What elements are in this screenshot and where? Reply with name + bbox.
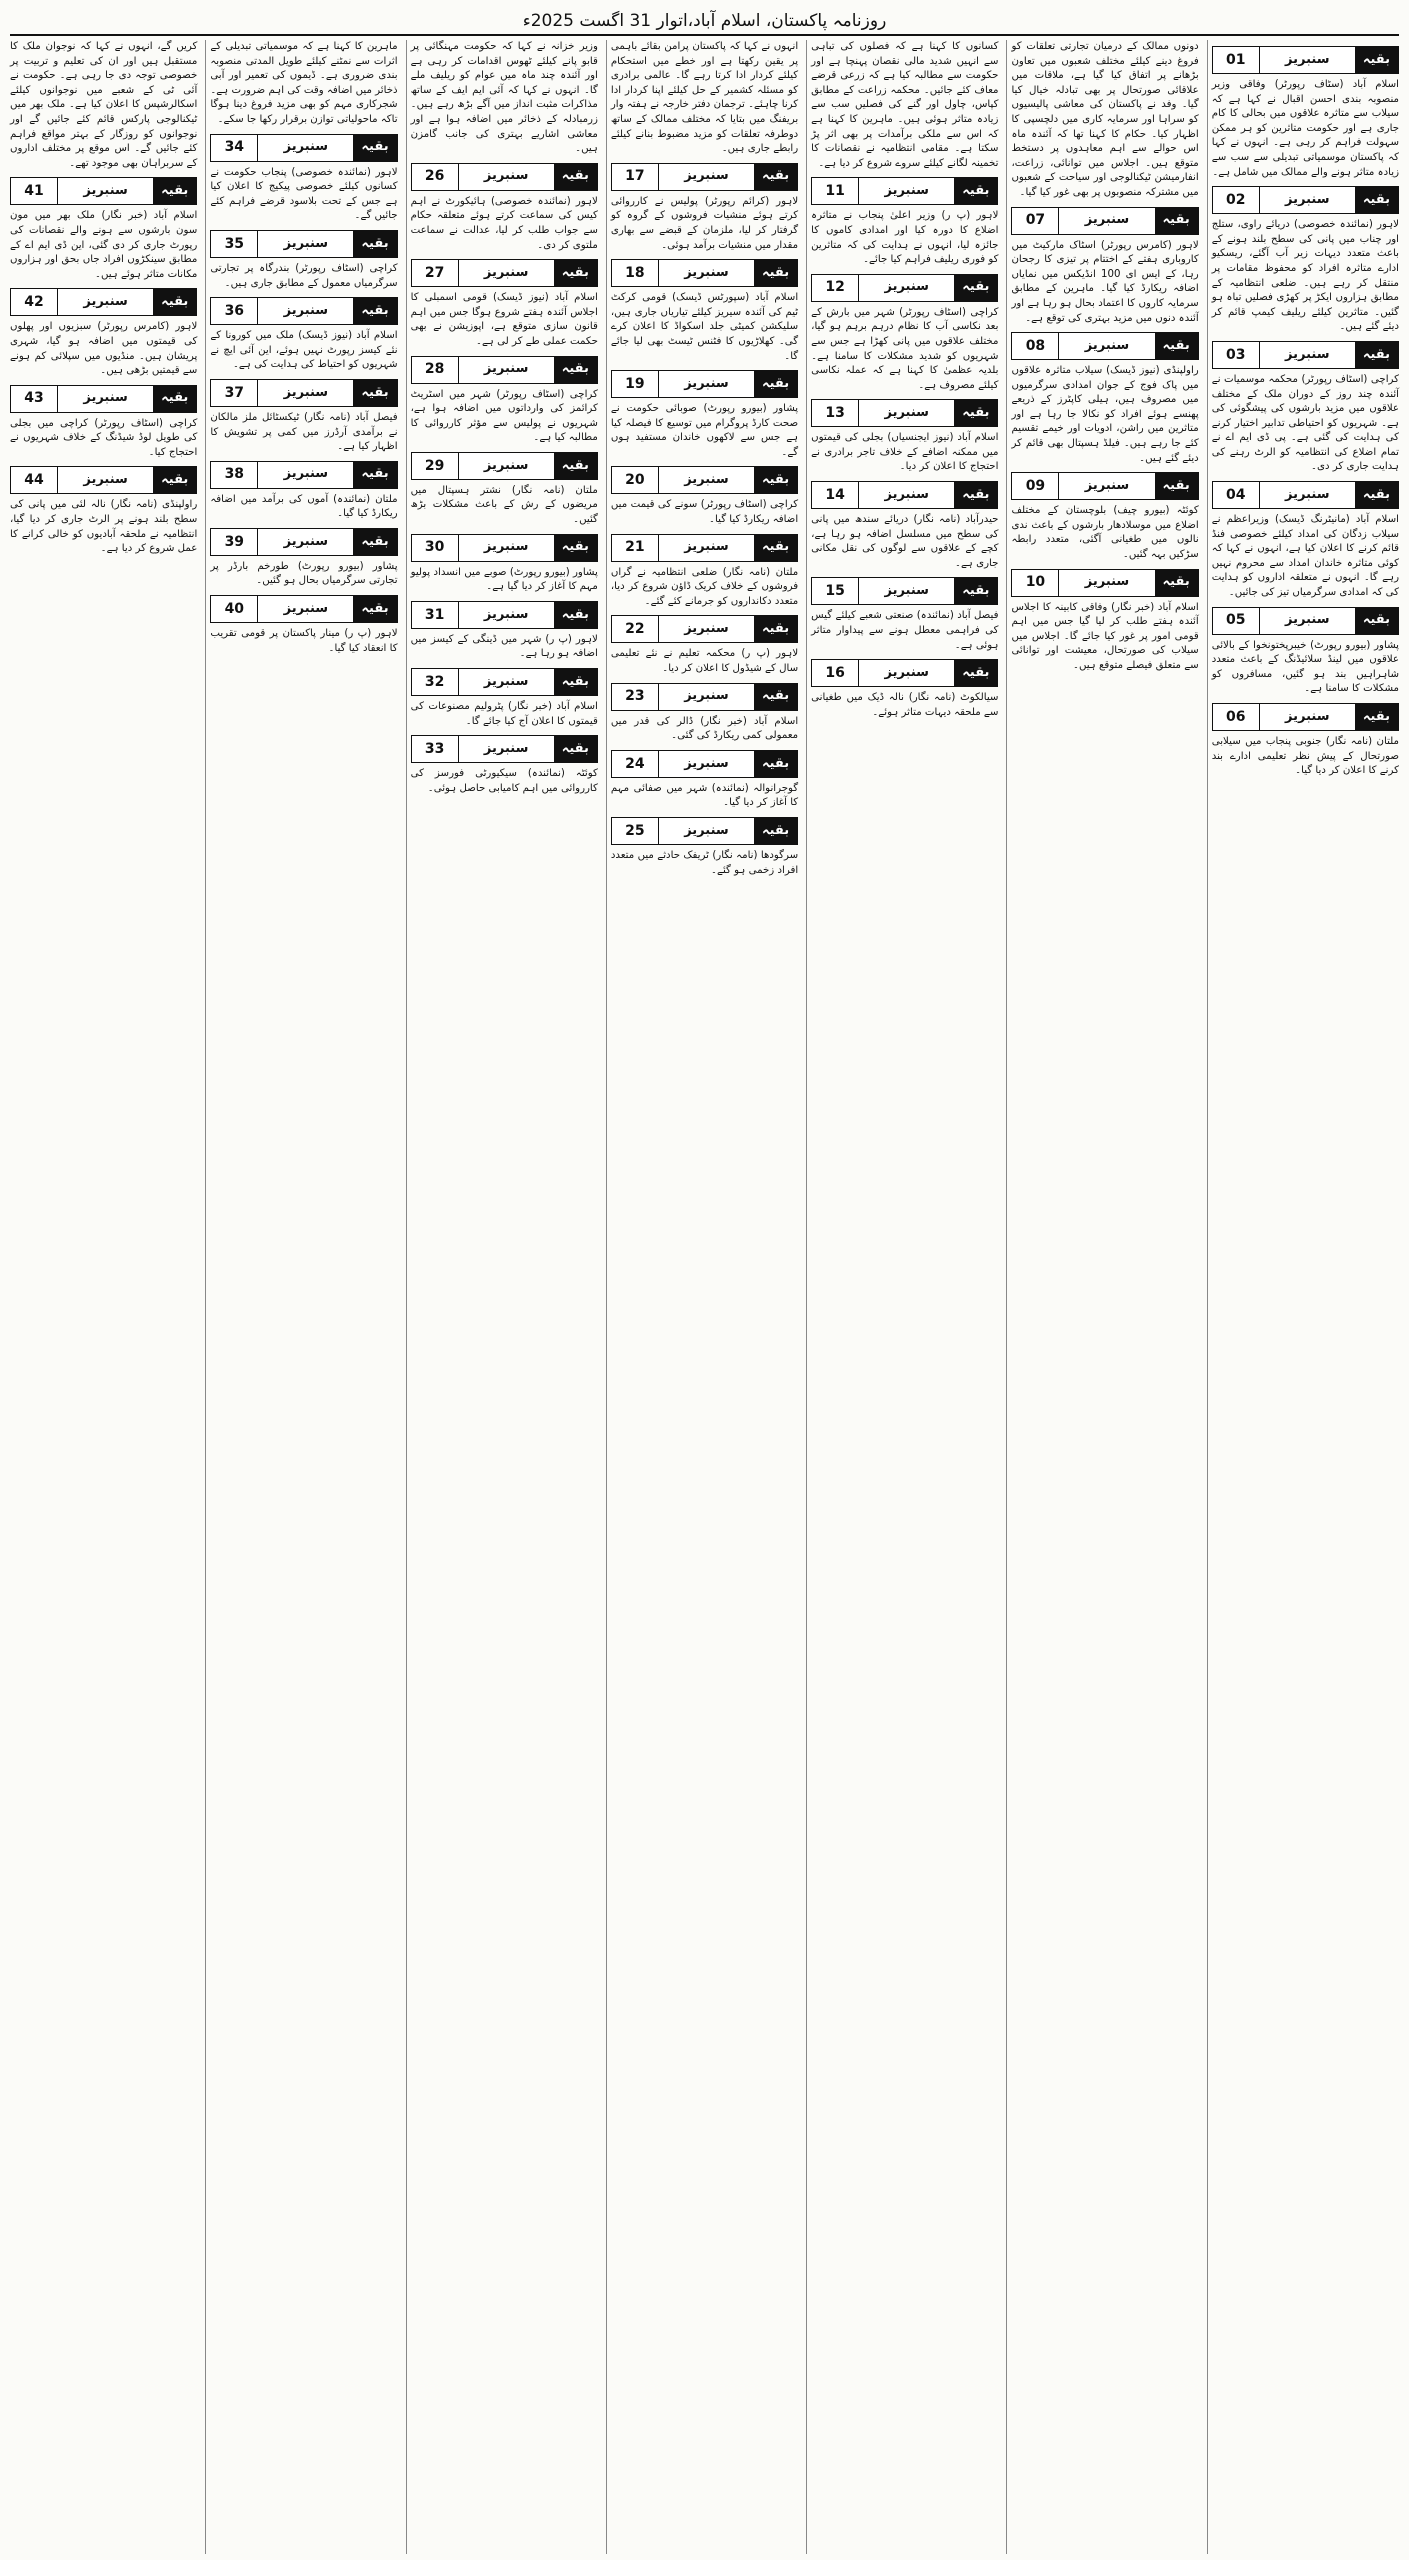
sanbrews-label: سنبریز: [58, 467, 153, 493]
continuation-box: [811, 659, 998, 687]
baqiya-label: بقیہ: [554, 535, 597, 561]
continuation-number: 20: [612, 467, 659, 493]
article-text: پشاور (بیورو رپورٹ) صوبے میں انسداد پولیو مہم کا آغاز کر دیا گیا ہے۔: [410, 566, 598, 593]
column-6: [205, 40, 401, 2554]
article-text: اسلام آباد (نیوز ڈیسک) قومی اسمبلی کا اجلاس آئندہ ہفتے شروع ہوگا جس میں اہم قانون سازی متوقع ہے، اپوزیشن نے بھی حکمت عملی طے کر لی ہے۔: [410, 292, 598, 347]
continuation-number: 23: [612, 684, 659, 710]
continuation-box: [411, 534, 598, 562]
article-text: ماہرین کا کہنا ہے کہ موسمیاتی تبدیلی کے اثرات سے نمٹنے کیلئے طویل المدتی منصوبہ بندی ضروری ہے۔ ڈیموں کی تعمیر اور آبی ذخائر میں اضافہ وقت کی اہم ضرورت ہے۔ شجرکاری مہم کو بھی مزید فروغ دینا ہوگا تاکہ ماحولیاتی توازن برقرار رکھا جا سکے۔: [210, 41, 398, 125]
continuation-number: 34: [211, 135, 258, 161]
baqiya-label: بقیہ: [1355, 47, 1398, 73]
continuation-number: 10: [1012, 570, 1059, 596]
baqiya-label: بقیہ: [353, 135, 396, 161]
article-text: کراچی (اسٹاف رپورٹر) محکمہ موسمیات نے آئندہ چند روز کے دوران ملک کے مختلف علاقوں میں مزید بارشوں کی پیشگوئی کی ہے۔ شہریوں کو احتیاطی تدابیر اختیار کرنے کی ہدایت کی گئی ہے۔ پی ڈی ایم اے نے تمام اضلاع کی انتظامیہ کو الرٹ رہنے کی ہدایت جاری کر دی۔: [1211, 373, 1399, 473]
continuation-box: [611, 163, 798, 191]
article-text: سرگودھا (نامہ نگار) ٹریفک حادثے میں متعدد افراد زخمی ہو گئے۔: [610, 850, 799, 876]
continuation-number: 22: [612, 616, 659, 642]
continuation-number: 21: [612, 535, 659, 561]
sanbrews-label: سنبریز: [459, 736, 554, 762]
article-text: فیصل آباد (نمائندہ) صنعتی شعبے کیلئے گیس کی فراہمی معطل ہونے سے پیداوار متاثر ہوئی ہے۔: [811, 610, 999, 651]
article-text: کسانوں کا کہنا ہے کہ فصلوں کی تباہی سے انہیں شدید مالی نقصان پہنچا ہے اور حکومت سے مطالبہ کیا ہے کہ زرعی قرضے معاف کئے جائیں۔ محکمہ زراعت کے مطابق کپاس، چاول اور گنے کی فصلیں سب سے زیادہ متاثر ہوئی ہیں۔ ماہرین کا کہنا ہے کہ اس سے ملکی برآمدات پر بھی اثر پڑ سکتا ہے۔ مقامی انتظامیہ نے نقصانات کا تخمینہ لگانے کیلئے سروے شروع کر دیا ہے۔: [811, 41, 999, 169]
sanbrews-label: سنبریز: [659, 467, 754, 493]
continuation-box: [611, 615, 798, 643]
sanbrews-label: سنبریز: [859, 660, 954, 686]
article-text: لاہور (کامرس رپورٹر) اسٹاک مارکیٹ میں کاروباری ہفتے کے اختتام پر تیزی کا رجحان رہا، کے ایس ای 100 انڈیکس میں نمایاں اضافہ ریکارڈ کیا گیا۔ ماہرین کے مطابق سرمایہ کاروں کا اعتماد بحال ہو رہا ہے اور آئندہ دنوں میں مزید بہتری کی توقع ہے۔: [1011, 239, 1199, 324]
continuation-number: 40: [211, 596, 258, 622]
article-text: انہوں نے کہا کہ پاکستان پرامن بقائے باہمی پر یقین رکھتا ہے اور خطے میں استحکام کیلئے کردار ادا کرتا رہے گا۔ عالمی برادری کو مسئلہ کشمیر کے حل کیلئے اپنا کردار ادا کرنا چاہئے۔ ترجمان دفتر خارجہ نے ہفتہ وار بریفنگ میں بتایا کہ مختلف ممالک کے ساتھ دوطرفہ تعلقات کو مزید مضبوط بنانے کیلئے رابطے جاری ہیں۔: [610, 41, 799, 155]
article-text: کوئٹہ (نمائندہ) سیکیورٹی فورسز کی کارروائی میں اہم کامیابی حاصل ہوئی۔: [410, 768, 598, 794]
continuation-number: 09: [1012, 473, 1059, 499]
sanbrews-label: سنبریز: [459, 669, 554, 695]
continuation-number: 26: [412, 164, 459, 190]
baqiya-label: بقیہ: [754, 467, 797, 493]
continuation-box: [811, 274, 998, 302]
continuation-number: 12: [812, 275, 859, 301]
continuation-number: 24: [612, 751, 659, 777]
baqiya-label: بقیہ: [1355, 608, 1398, 634]
continuation-box: [411, 163, 598, 191]
continuation-number: 18: [612, 260, 659, 286]
continuation-number: 42: [11, 289, 58, 315]
sanbrews-label: سنبریز: [459, 535, 554, 561]
baqiya-label: بقیہ: [353, 231, 396, 257]
article-text: لاہور (نمائندہ خصوصی) پنجاب حکومت نے کسانوں کیلئے خصوصی پیکیج کا اعلان کیا ہے جس کے تحت بلاسود قرضے فراہم کئے جائیں گے۔: [210, 166, 398, 222]
baqiya-label: بقیہ: [1355, 482, 1398, 508]
columns-container: [6, 40, 1403, 2554]
baqiya-label: بقیہ: [1155, 333, 1198, 359]
baqiya-label: بقیہ: [554, 602, 597, 628]
continuation-number: 13: [812, 400, 859, 426]
continuation-box: [811, 481, 998, 509]
baqiya-label: بقیہ: [1355, 342, 1398, 368]
sanbrews-label: سنبریز: [659, 371, 754, 397]
sanbrews-label: سنبریز: [1260, 704, 1355, 730]
baqiya-label: بقیہ: [954, 400, 997, 426]
baqiya-label: بقیہ: [554, 736, 597, 762]
continuation-box: [1011, 207, 1198, 235]
baqiya-label: بقیہ: [153, 467, 196, 493]
sanbrews-label: سنبریز: [258, 231, 353, 257]
sanbrews-label: سنبریز: [58, 386, 153, 412]
sanbrews-label: سنبریز: [1260, 608, 1355, 634]
baqiya-label: بقیہ: [1155, 208, 1198, 234]
continuation-box: [210, 595, 397, 623]
baqiya-label: بقیہ: [554, 260, 597, 286]
continuation-number: 19: [612, 371, 659, 397]
sanbrews-label: سنبریز: [859, 400, 954, 426]
baqiya-label: بقیہ: [153, 289, 196, 315]
page-header: [10, 6, 1399, 36]
article-text: کراچی (اسٹاف رپورٹر) شہر میں اسٹریٹ کرائمز کی وارداتوں میں اضافہ ہوا ہے، شہریوں نے پولیس سے مؤثر کارروائی کا مطالبہ کیا ہے۔: [410, 388, 598, 444]
article-text: کراچی (اسٹاف رپورٹر) سونے کی قیمت میں اضافہ ریکارڈ کیا گیا۔: [610, 499, 799, 526]
column-1: [1207, 40, 1403, 2554]
continuation-box: [411, 452, 598, 480]
baqiya-label: بقیہ: [1355, 704, 1398, 730]
sanbrews-label: سنبریز: [659, 751, 754, 777]
sanbrews-label: سنبریز: [1260, 482, 1355, 508]
continuation-box: [1212, 607, 1399, 635]
baqiya-label: بقیہ: [754, 164, 797, 190]
sanbrews-label: سنبریز: [1260, 342, 1355, 368]
continuation-box: [611, 534, 798, 562]
baqiya-label: بقیہ: [1155, 473, 1198, 499]
sanbrews-label: سنبریز: [659, 164, 754, 190]
continuation-number: 06: [1213, 704, 1260, 730]
column-2: [1006, 40, 1202, 2554]
continuation-box: [10, 177, 197, 205]
article-text: لاہور (پ ر) محکمہ تعلیم نے نئے تعلیمی سال کے شیڈول کا اعلان کر دیا۔: [610, 648, 799, 675]
article-text: لاہور (پ ر) وزیر اعلیٰ پنجاب نے متاثرہ اضلاع کا دورہ کیا اور امدادی کاموں کا جائزہ لیا، انہوں نے ہدایت کی کہ متاثرین کو فوری ریلیف فراہم کیا جائے۔: [811, 210, 999, 266]
continuation-box: [811, 577, 998, 605]
baqiya-label: بقیہ: [754, 818, 797, 844]
baqiya-label: بقیہ: [153, 386, 196, 412]
sanbrews-label: سنبریز: [859, 178, 954, 204]
continuation-number: 37: [211, 380, 258, 406]
article-text: کریں گے، انہوں نے کہا کہ نوجوان ملک کا مستقبل ہیں اور ان کی تعلیم و تربیت پر خصوصی توجہ دی جا رہی ہے۔ حکومت نے آئی ٹی کے شعبے میں نوجوانوں کیلئے اسکالرشپس کا اعلان کیا ہے۔ ملک بھر میں ٹیکنالوجی پارکس قائم کئے جائیں گے اور نوجوانوں کو روزگار کے بہتر مواقع فراہم کئے جائیں گے۔ اس موقع پر مختلف اداروں کے سربراہان بھی موجود تھے۔: [10, 41, 198, 169]
article-text: اسلام آباد (خبر نگار) ملک بھر میں مون سون بارشوں سے ہونے والے نقصانات کی رپورٹ جاری کر دی گئی، این ڈی ایم اے کے مطابق سینکڑوں افراد جاں بحق اور ہزاروں مکانات متاثر ہوئے ہیں۔: [10, 210, 198, 280]
continuation-box: [210, 134, 397, 162]
continuation-box: [1212, 341, 1399, 369]
sanbrews-label: سنبریز: [1059, 333, 1154, 359]
sanbrews-label: سنبریز: [459, 602, 554, 628]
continuation-box: [611, 683, 798, 711]
column-3: [806, 40, 1002, 2554]
continuation-number: 31: [412, 602, 459, 628]
continuation-number: 28: [412, 357, 459, 383]
continuation-box: [411, 259, 598, 287]
continuation-number: 33: [412, 736, 459, 762]
article-text: وزیر خزانہ نے کہا کہ حکومت مہنگائی پر قابو پانے کیلئے ٹھوس اقدامات کر رہی ہے اور آئندہ چند ماہ میں عوام کو ریلیف ملے گا۔ انہوں نے کہا کہ آئی ایم ایف کے ساتھ مذاکرات مثبت انداز میں آگے بڑھ رہے ہیں۔ زرمبادلہ کے ذخائر میں اضافہ ہوا ہے اور معاشی اشاریے بہتری کی جانب گامزن ہیں۔: [410, 41, 598, 155]
article-text: لاہور (نمائندہ خصوصی) دریائے راوی، ستلج اور چناب میں پانی کی سطح بلند ہونے کے باعث متعدد دیہات زیر آب آگئے، ریسکیو ادارے متاثرہ افراد کو محفوظ مقامات پر منتقل کر رہے ہیں۔ ضلعی انتظامیہ کے مطابق ہزاروں ایکڑ پر کھڑی فصلیں تباہ ہو گئیں۔ متاثرین کیلئے ریلیف کیمپ قائم کر دیئے گئے ہیں۔: [1211, 219, 1399, 333]
article-text: ملتان (نامہ نگار) ضلعی انتظامیہ نے گراں فروشوں کے خلاف کریک ڈاؤن شروع کر دیا، متعدد دکانداروں کو جرمانے کئے گئے۔: [610, 566, 799, 607]
continuation-box: [1212, 186, 1399, 214]
continuation-box: [10, 288, 197, 316]
continuation-number: 04: [1213, 482, 1260, 508]
article-text: کوئٹہ (بیورو چیف) بلوچستان کے مختلف اضلاع میں موسلادھار بارشوں کے باعث ندی نالوں میں طغیانی آگئی، متعدد رابطہ سڑکیں بہہ گئیں۔: [1011, 505, 1199, 561]
sanbrews-label: سنبریز: [459, 164, 554, 190]
continuation-box: [1011, 472, 1198, 500]
sanbrews-label: سنبریز: [1059, 570, 1154, 596]
sanbrews-label: سنبریز: [659, 616, 754, 642]
baqiya-label: بقیہ: [1155, 570, 1198, 596]
continuation-number: 01: [1213, 47, 1260, 73]
article-text: اسلام آباد (نیوز ایجنسیاں) بجلی کی قیمتوں میں ممکنہ اضافے کے خلاف تاجر برادری نے احتجاج کا اعلان کر دیا۔: [811, 432, 999, 473]
sanbrews-label: سنبریز: [859, 275, 954, 301]
sanbrews-label: سنبریز: [859, 578, 954, 604]
article-text: اسلام آباد (خبر نگار) پٹرولیم مصنوعات کی قیمتوں کا اعلان آج کیا جائے گا۔: [410, 701, 598, 727]
sanbrews-label: سنبریز: [58, 178, 153, 204]
sanbrews-label: سنبریز: [1059, 473, 1154, 499]
continuation-number: 17: [612, 164, 659, 190]
sanbrews-label: سنبریز: [659, 535, 754, 561]
article-text: اسلام آباد (خبر نگار) ڈالر کی قدر میں معمولی کمی ریکارڈ کی گئی۔: [610, 715, 799, 742]
sanbrews-label: سنبریز: [459, 260, 554, 286]
sanbrews-label: سنبریز: [659, 260, 754, 286]
continuation-box: [210, 297, 397, 325]
article-text: اسلام آباد (مانیٹرنگ ڈیسک) وزیراعظم نے سیلاب زدگان کی امداد کیلئے خصوصی فنڈ قائم کرنے کا اعلان کیا ہے، انہوں نے کہا کہ کوئی متاثرہ خاندان امداد سے محروم نہیں رہے گا۔ انہوں نے متعلقہ اداروں کو ہدایت کی کہ امدادی سرگرمیاں تیز کی جائیں۔: [1211, 514, 1399, 599]
article-text: ملتان (نامہ نگار) نشتر ہسپتال میں مریضوں کے رش کے باعث مشکلات بڑھ گئیں۔: [410, 484, 598, 526]
article-text: لاہور (پ ر) مینار پاکستان پر قومی تقریب کا انعقاد کیا گیا۔: [210, 628, 398, 654]
continuation-box: [210, 230, 397, 258]
continuation-box: [611, 370, 798, 398]
article-text: دونوں ممالک کے درمیان تجارتی تعلقات کو فروغ دینے کیلئے مختلف شعبوں میں تعاون بڑھانے پر اتفاق کیا گیا ہے، ملاقات میں علاقائی صورتحال پر بھی تبادلہ خیال کیا گیا۔ وفد نے پاکستان کی معاشی پالیسیوں کو سراہا اور سرمایہ کاری میں دلچسپی کا اظہار کیا۔ حکام کا کہنا تھا کہ آئندہ ماہ اس حوالے سے اہم معاہدوں پر دستخط متوقع ہیں۔ اجلاس میں توانائی، زراعت، انفارمیشن ٹیکنالوجی اور سیاحت کے شعبوں میں مشترکہ منصوبوں پر بھی غور کیا گیا۔: [1011, 41, 1199, 198]
sanbrews-label: سنبریز: [1260, 187, 1355, 213]
sanbrews-label: سنبریز: [659, 684, 754, 710]
continuation-box: [10, 385, 197, 413]
continuation-number: 03: [1213, 342, 1260, 368]
article-text: اسلام آباد (نیوز ڈیسک) ملک میں کورونا کے نئے کیسز رپورٹ نہیں ہوئے، این آئی ایچ نے شہریوں کو احتیاط کی ہدایت کی ہے۔: [210, 330, 398, 371]
article-text: پشاور (بیورو رپورٹ) طورخم بارڈر پر تجارتی سرگرمیاں بحال ہو گئیں۔: [210, 560, 398, 587]
article-text: لاہور (نمائندہ خصوصی) ہائیکورٹ نے اہم کیس کی سماعت کرتے ہوئے متعلقہ حکام سے جواب طلب کر لیا، عدالت نے سماعت ملتوی کر دی۔: [410, 195, 598, 251]
article-text: لاہور (کامرس رپورٹر) سبزیوں اور پھلوں کی قیمتوں میں اضافہ ہو گیا، شہری پریشان ہیں۔ منڈیوں میں سپلائی کم ہونے سے قیمتیں بڑھی ہیں۔: [10, 321, 198, 377]
continuation-number: 11: [812, 178, 859, 204]
sanbrews-label: سنبریز: [58, 289, 153, 315]
article-text: پشاور (بیورو رپورٹ) صوبائی حکومت نے صحت کارڈ پروگرام میں توسیع کا فیصلہ کیا ہے جس سے لاکھوں خاندان مستفید ہوں گے۔: [610, 403, 799, 458]
continuation-box: [411, 735, 598, 763]
continuation-number: 35: [211, 231, 258, 257]
baqiya-label: بقیہ: [1355, 187, 1398, 213]
continuation-number: 02: [1213, 187, 1260, 213]
baqiya-label: بقیہ: [954, 578, 997, 604]
sanbrews-label: سنبریز: [258, 380, 353, 406]
article-text: گوجرانوالہ (نمائندہ) شہر میں صفائی مہم کا آغاز کر دیا گیا۔: [610, 782, 799, 809]
baqiya-label: بقیہ: [954, 178, 997, 204]
article-text: حیدرآباد (نامہ نگار) دریائے سندھ میں پانی کی سطح میں مسلسل اضافہ ہو رہا ہے، کچے کے علاقوں سے لوگوں کی نقل مکانی جاری ہے۔: [811, 514, 999, 569]
baqiya-label: بقیہ: [754, 751, 797, 777]
continuation-box: [411, 668, 598, 696]
continuation-box: [611, 817, 798, 845]
continuation-number: 16: [812, 660, 859, 686]
sanbrews-label: سنبریز: [1059, 208, 1154, 234]
continuation-number: 27: [412, 260, 459, 286]
continuation-box: [210, 379, 397, 407]
baqiya-label: بقیہ: [754, 684, 797, 710]
continuation-number: 32: [412, 669, 459, 695]
sanbrews-label: سنبریز: [459, 357, 554, 383]
article-text: کراچی (اسٹاف رپورٹر) شہر میں بارش کے بعد نکاسی آب کا نظام درہم برہم ہو گیا، مختلف علاقوں میں پانی کھڑا ہے جس سے شہریوں کو شدید مشکلات کا سامنا ہے۔ بلدیہ عظمیٰ کا کہنا ہے کہ عملہ نکاسی کیلئے مصروف ہے۔: [811, 306, 999, 391]
continuation-box: [411, 356, 598, 384]
continuation-box: [1212, 481, 1399, 509]
column-5: [406, 40, 602, 2554]
article-text: لاہور (پ ر) شہر میں ڈینگی کے کیسز میں اضافہ ہو رہا ہے۔: [410, 633, 598, 660]
article-text: اسلام آباد (سٹاف رپورٹر) وفاقی وزیر منصوبہ بندی احسن اقبال نے کہا ہے کہ سیلاب سے متاثرہ علاقوں میں بحالی کا کام جاری ہے اور حکومت متاثرین کو ہر ممکن سہولت فراہم کر رہی ہے۔ انہوں نے کہا کہ پاکستان موسمیاتی تبدیلی سے سب سے زیادہ متاثر ہونے والے ممالک میں شامل ہے۔: [1211, 79, 1399, 178]
continuation-number: 14: [812, 482, 859, 508]
column-7: [6, 40, 201, 2554]
continuation-number: 29: [412, 453, 459, 479]
continuation-box: [210, 461, 397, 489]
continuation-box: [811, 177, 998, 205]
article-text: فیصل آباد (نامہ نگار) ٹیکسٹائل ملز مالکان نے برآمدی آرڈرز میں کمی پر تشویش کا اظہار کیا ہے۔: [210, 411, 398, 453]
article-text: کراچی (اسٹاف رپورٹر) بندرگاہ پر تجارتی سرگرمیاں معمول کے مطابق جاری ہیں۔: [210, 262, 398, 289]
continuation-number: 36: [211, 298, 258, 324]
continuation-box: [611, 466, 798, 494]
baqiya-label: بقیہ: [353, 529, 396, 555]
continuation-box: [811, 399, 998, 427]
baqiya-label: بقیہ: [554, 669, 597, 695]
sanbrews-label: سنبریز: [258, 298, 353, 324]
baqiya-label: بقیہ: [954, 275, 997, 301]
baqiya-label: بقیہ: [754, 371, 797, 397]
article-text: ملتان (نمائندہ) آموں کی برآمد میں اضافہ ریکارڈ کیا گیا۔: [210, 493, 398, 520]
masthead-title: روزنامہ پاکستان، اسلام آباد،اتوار 31 اگست 2025ء: [522, 10, 887, 31]
continuation-box: [10, 466, 197, 494]
baqiya-label: بقیہ: [554, 164, 597, 190]
baqiya-label: بقیہ: [353, 596, 396, 622]
continuation-box: [411, 601, 598, 629]
sanbrews-label: سنبریز: [659, 818, 754, 844]
article-text: لاہور (کرائم رپورٹر) پولیس نے کارروائی کرتے ہوئے منشیات فروشوں کے گروہ کو گرفتار کر لیا، ملزمان کے قبضے سے بھاری مقدار میں منشیات برآمد ہوئی۔: [610, 195, 799, 251]
continuation-number: 43: [11, 386, 58, 412]
continuation-number: 15: [812, 578, 859, 604]
sanbrews-label: سنبریز: [258, 135, 353, 161]
article-text: پشاور (بیورو رپورٹ) خیبرپختونخوا کے بالائی علاقوں میں لینڈ سلائیڈنگ کے باعث متعدد شاہراہیں بند ہو گئیں، مسافروں کو مشکلات کا سامنا ہے۔: [1211, 639, 1399, 695]
continuation-number: 44: [11, 467, 58, 493]
baqiya-label: بقیہ: [954, 482, 997, 508]
baqiya-label: بقیہ: [353, 298, 396, 324]
sanbrews-label: سنبریز: [1260, 47, 1355, 73]
baqiya-label: بقیہ: [554, 453, 597, 479]
continuation-box: [1011, 332, 1198, 360]
baqiya-label: بقیہ: [353, 462, 396, 488]
baqiya-label: بقیہ: [353, 380, 396, 406]
continuation-number: 05: [1213, 608, 1260, 634]
continuation-box: [1212, 703, 1399, 731]
continuation-box: [611, 750, 798, 778]
continuation-number: 38: [211, 462, 258, 488]
article-text: سیالکوٹ (نامہ نگار) نالہ ڈیک میں طغیانی سے ملحقہ دیہات متاثر ہوئے۔: [811, 692, 999, 718]
continuation-number: 25: [612, 818, 659, 844]
article-text: راولپنڈی (نامہ نگار) نالہ لئی میں پانی کی سطح بلند ہونے پر الرٹ جاری کر دیا گیا، انتظامیہ نے ملحقہ آبادیوں کو خالی کرانے کا عمل شروع کر دیا ہے۔: [10, 499, 198, 555]
baqiya-label: بقیہ: [554, 357, 597, 383]
column-4: [606, 40, 802, 2554]
article-text: اسلام آباد (خبر نگار) وفاقی کابینہ کا اجلاس آئندہ ہفتے طلب کر لیا گیا جس میں اہم قومی امور پر غور کیا جائے گا۔ اجلاس میں سیلاب کی صورتحال، معیشت اور توانائی سے متعلق فیصلے متوقع ہیں۔: [1011, 601, 1199, 671]
baqiya-label: بقیہ: [754, 535, 797, 561]
continuation-box: [210, 528, 397, 556]
baqiya-label: بقیہ: [153, 178, 196, 204]
continuation-box: [611, 259, 798, 287]
baqiya-label: بقیہ: [754, 260, 797, 286]
baqiya-label: بقیہ: [954, 660, 997, 686]
sanbrews-label: سنبریز: [459, 453, 554, 479]
continuation-number: 41: [11, 178, 58, 204]
continuation-box: [1011, 569, 1198, 597]
sanbrews-label: سنبریز: [859, 482, 954, 508]
baqiya-label: بقیہ: [754, 616, 797, 642]
sanbrews-label: سنبریز: [258, 596, 353, 622]
continuation-number: 30: [412, 535, 459, 561]
sanbrews-label: سنبریز: [258, 462, 353, 488]
continuation-number: 07: [1012, 208, 1059, 234]
article-text: ملتان (نامہ نگار) جنوبی پنجاب میں سیلابی صورتحال کے پیش نظر تعلیمی ادارے بند کرنے کا اعلان کر دیا گیا۔: [1211, 736, 1399, 777]
continuation-box: [1212, 46, 1399, 74]
continuation-number: 08: [1012, 333, 1059, 359]
article-text: راولپنڈی (نیوز ڈیسک) سیلاب متاثرہ علاقوں میں پاک فوج کے جوان امدادی سرگرمیوں میں مصروف ہیں، ہیلی کاپٹرز کے ذریعے پھنسے ہوئے افراد کو نکالا جا رہا ہے اور متاثرین میں راشن، ادویات اور خیمے تقسیم کئے جا رہے ہیں۔ فیلڈ ہسپتال بھی قائم کر دیئے گئے ہیں۔: [1011, 365, 1199, 464]
sanbrews-label: سنبریز: [258, 529, 353, 555]
continuation-number: 39: [211, 529, 258, 555]
article-text: کراچی (اسٹاف رپورٹر) کراچی میں بجلی کی طویل لوڈ شیڈنگ کے خلاف شہریوں نے احتجاج کیا۔: [10, 417, 198, 458]
article-text: اسلام آباد (سپورٹس ڈیسک) قومی کرکٹ ٹیم کی آئندہ سیریز کیلئے تیاریاں جاری ہیں، سلیکشن کمیٹی جلد اسکواڈ کا اعلان کرے گی۔ کھلاڑیوں کا فٹنس ٹیسٹ بھی لیا جائے گا۔: [610, 292, 799, 362]
